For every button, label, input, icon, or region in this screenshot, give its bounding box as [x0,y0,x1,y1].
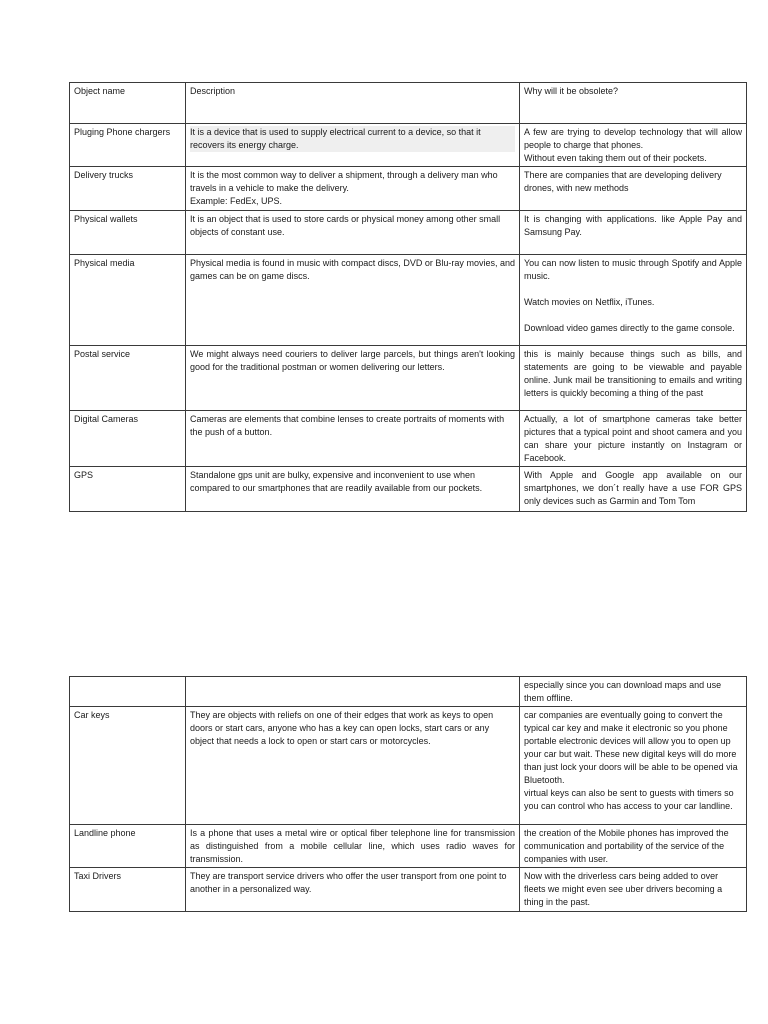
description-text: Standalone gps unit are bulky, expensive and inconvenient to use when compared to our smartphones that are readily available from our pockets. [190,470,483,493]
table-row [70,211,747,255]
object-name-cell: Landline phone [70,825,186,868]
object-name-cell: Car keys [70,707,186,825]
obsolete-reason-cell [520,167,747,211]
obsolete-text: this is mainly because things such as bills, and statements are going to be viewable and payable online. Junk mail be transitioning to emails and writing letters is quickly becoming a thing of the past [524,349,742,398]
header-why-obsolete: Why will it be obsolete? [520,83,747,124]
obsolete-reason-cell [520,411,747,467]
header-object-name: Object name [70,83,186,124]
obsolete-text: virtual keys can also be sent to guests with timers so you can control who has access to your car landline. [524,788,734,811]
obsolete-text: There are companies that are developing delivery drones, with new methods [524,170,722,193]
obsolete-reason-cell [520,825,747,868]
object-name-cell: Taxi Drivers [70,868,186,912]
object-name-cell: Pluging Phone chargers [70,124,186,167]
obsolete-reason-cell [520,346,747,411]
object-name-cell: Postal service [70,346,186,411]
table-row [70,868,747,912]
object-name-cell: GPS [70,467,186,512]
object-name-cell: Digital Cameras [70,411,186,467]
obsolete-reason-cell [520,255,747,346]
table-row [70,124,747,167]
table-row [70,707,747,825]
description-text: It is a device that is used to supply electrical current to a device, so that it recovers its energy charge. [190,126,515,152]
object-name-cell: Delivery trucks [70,167,186,211]
header-description: Description [186,83,520,124]
obsolete-objects-table [69,82,747,512]
table-row [70,677,747,707]
description-text: Example: FedEx, UPS. [190,196,283,206]
table-row [70,467,747,512]
description-cell [186,255,520,346]
obsolete-reason-cell [520,677,747,707]
description-text: They are objects with reliefs on one of their edges that work as keys to open doors or start cars, anyone who has a key can open locks, start cars or any object that needs a lock to open or start cars or motorcycles. [190,710,494,746]
description-cell [186,211,520,255]
obsolete-text: You can now listen to music through Spotify and Apple music. [524,258,742,281]
table-header-row [70,83,747,124]
description-text: They are transport service drivers who offer the user transport from one point to another in a personalized way. [190,871,507,894]
description-cell [186,167,520,211]
description-cell [186,124,520,167]
obsolete-text: Now with the driverless cars being added to over fleets we might even see uber drivers becoming a thing in the past. [524,871,723,907]
description-text: Is a phone that uses a metal wire or optical fiber telephone line for transmission as distinguished from a mobile cellular line, which uses radio waves for transmission. [190,828,515,864]
description-text: Physical media is found in music with compact discs, DVD or Blu-ray movies, and games can be on game discs. [190,258,515,281]
description-cell [186,467,520,512]
obsolete-objects-table-continued [69,676,747,912]
description-cell [186,411,520,467]
obsolete-text: It is changing with applications. like Apple Pay and Samsung Pay. [524,214,742,237]
object-name-cell: Physical wallets [70,211,186,255]
obsolete-reason-cell [520,211,747,255]
description-cell [186,707,520,825]
obsolete-text: Watch movies on Netflix, iTunes. [524,297,655,307]
obsolete-reason-cell [520,124,747,167]
description-text: Cameras are elements that combine lenses to create portraits of moments with the push of a button. [190,414,505,437]
obsolete-text: especially since you can download maps and use them offline. [524,680,722,703]
description-cell [186,868,520,912]
table-row [70,255,747,346]
description-text: It is an object that is used to store cards or physical money among other small objects of constant use. [190,214,501,237]
obsolete-text: A few are trying to develop technology that will allow people to charge that phones. [524,127,742,150]
object-name-cell [70,677,186,707]
obsolete-text: the creation of the Mobile phones has improved the communication and portability of the service of the companies with user. [524,828,729,864]
description-cell [186,677,520,707]
table-row [70,411,747,467]
description-cell [186,346,520,411]
obsolete-text: Actually, a lot of smartphone cameras take better pictures that a typical point and shoot camera and you can share your picture instantly on Instagram or Facebook. [524,414,742,463]
object-name-cell: Physical media [70,255,186,346]
description-text: We might always need couriers to deliver large parcels, but things aren't looking good for the traditional postman or women delivering our letters. [190,349,515,372]
obsolete-text: car companies are eventually going to convert the typical car key and make it electronic so you phone portable electronic devices will allow you to open up your car but wait. These new digital keys will do more than just lock your doors will be able to be opened via Bluetooth. [524,710,738,785]
obsolete-reason-cell [520,467,747,512]
description-text: It is the most common way to deliver a shipment, through a delivery man who travels in a vehicle to make the delivery. [190,170,498,193]
obsolete-text: Download video games directly to the game console. [524,323,735,333]
obsolete-reason-cell [520,707,747,825]
obsolete-text: With Apple and Google app available on our smartphones, we don´t really have a use FOR GPS only devices such as Garmin and Tom Tom [524,470,742,506]
table-row [70,825,747,868]
table-row [70,346,747,411]
description-cell [186,825,520,868]
obsolete-text: Without even taking them out of their pockets. [524,153,707,163]
table-row [70,167,747,211]
obsolete-reason-cell [520,868,747,912]
